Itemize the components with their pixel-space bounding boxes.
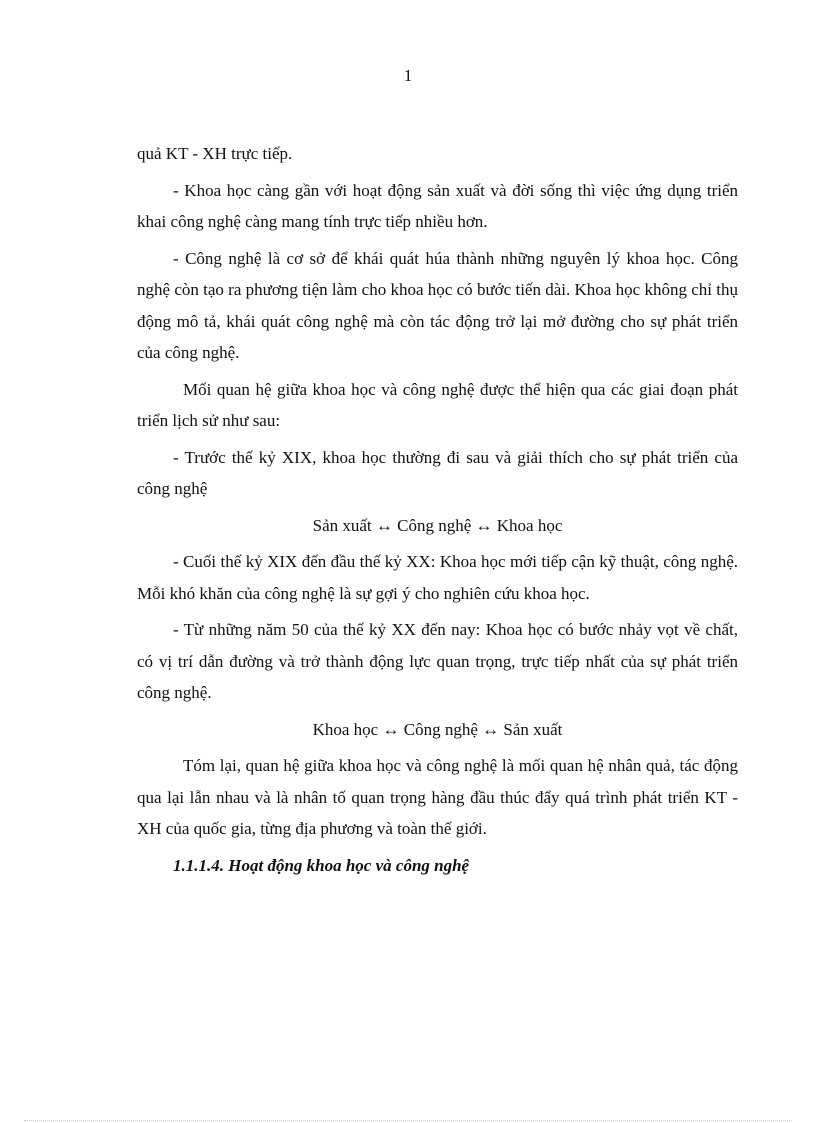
paragraph-technology-basis: - Công nghệ là cơ sở để khái quát húa thành những nguyên lý khoa học. Công nghệ còn tạo ra phương tiện làm cho khoa học có bước tiến dài. Khoa học không chỉ thụ động mô tả, khái quát công nghệ mà còn tác động trở lại mở đường cho sự phát triển của công nghệ. [137, 248, 738, 362]
paragraph-continuation: quả KT - XH trực tiếp. [137, 144, 293, 163]
page-number: 1 [403, 66, 413, 85]
paragraph-late-19th-early-20th: - Cuối thế kỷ XIX đến đầu thế kỷ XX: Khoa học mới tiếp cận kỹ thuật, công nghệ. Mỗi khó khăn của công nghệ là sự gợi ý cho nghiên cứu khoa học. [137, 552, 738, 603]
page-bottom-divider [24, 1120, 792, 1121]
flow-science-technology-production: Khoa học ↔ Công nghệ ↔ Sản xuất [312, 719, 563, 739]
paragraph-before-19th-century: - Trước thế kỷ XIX, khoa học thường đi sau và giải thích cho sự phát triển của công nghệ [137, 447, 738, 498]
paragraph-science-production: - Khoa học càng gần với hoạt động sản xuất và đời sống thì việc ứng dụng triển khai công nghệ càng mang tính trực tiếp nhiều hơn. [137, 180, 738, 231]
paragraph-conclusion: Tóm lại, quan hệ giữa khoa học và công nghệ là mối quan hệ nhân quả, tác động qua lại lẫn nhau và là nhân tố quan trọng hàng đầu thúc đẩy quá trình phát triển KT - XH của quốc gia, từng địa phương và toàn thế giới. [137, 756, 738, 838]
section-heading: 1.1.1.4. Hoạt động khoa học và công nghệ [173, 855, 470, 875]
flow-production-technology-science: Sản xuất ↔ Công nghệ ↔ Khoa học [312, 515, 563, 535]
document-body [137, 138, 738, 886]
paragraph-relationship-intro: Mối quan hệ giữa khoa học và công nghệ được thể hiện qua các giai đoạn phát triển lịch sử như sau: [137, 379, 738, 430]
paragraph-since-1950s: - Từ những năm 50 của thế kỷ XX đến nay: Khoa học có bước nhảy vọt về chất, có vị trí dẫn đường và trở thành động lực quan trọng, trực tiếp nhất của sự phát triển công nghệ. [137, 620, 738, 702]
